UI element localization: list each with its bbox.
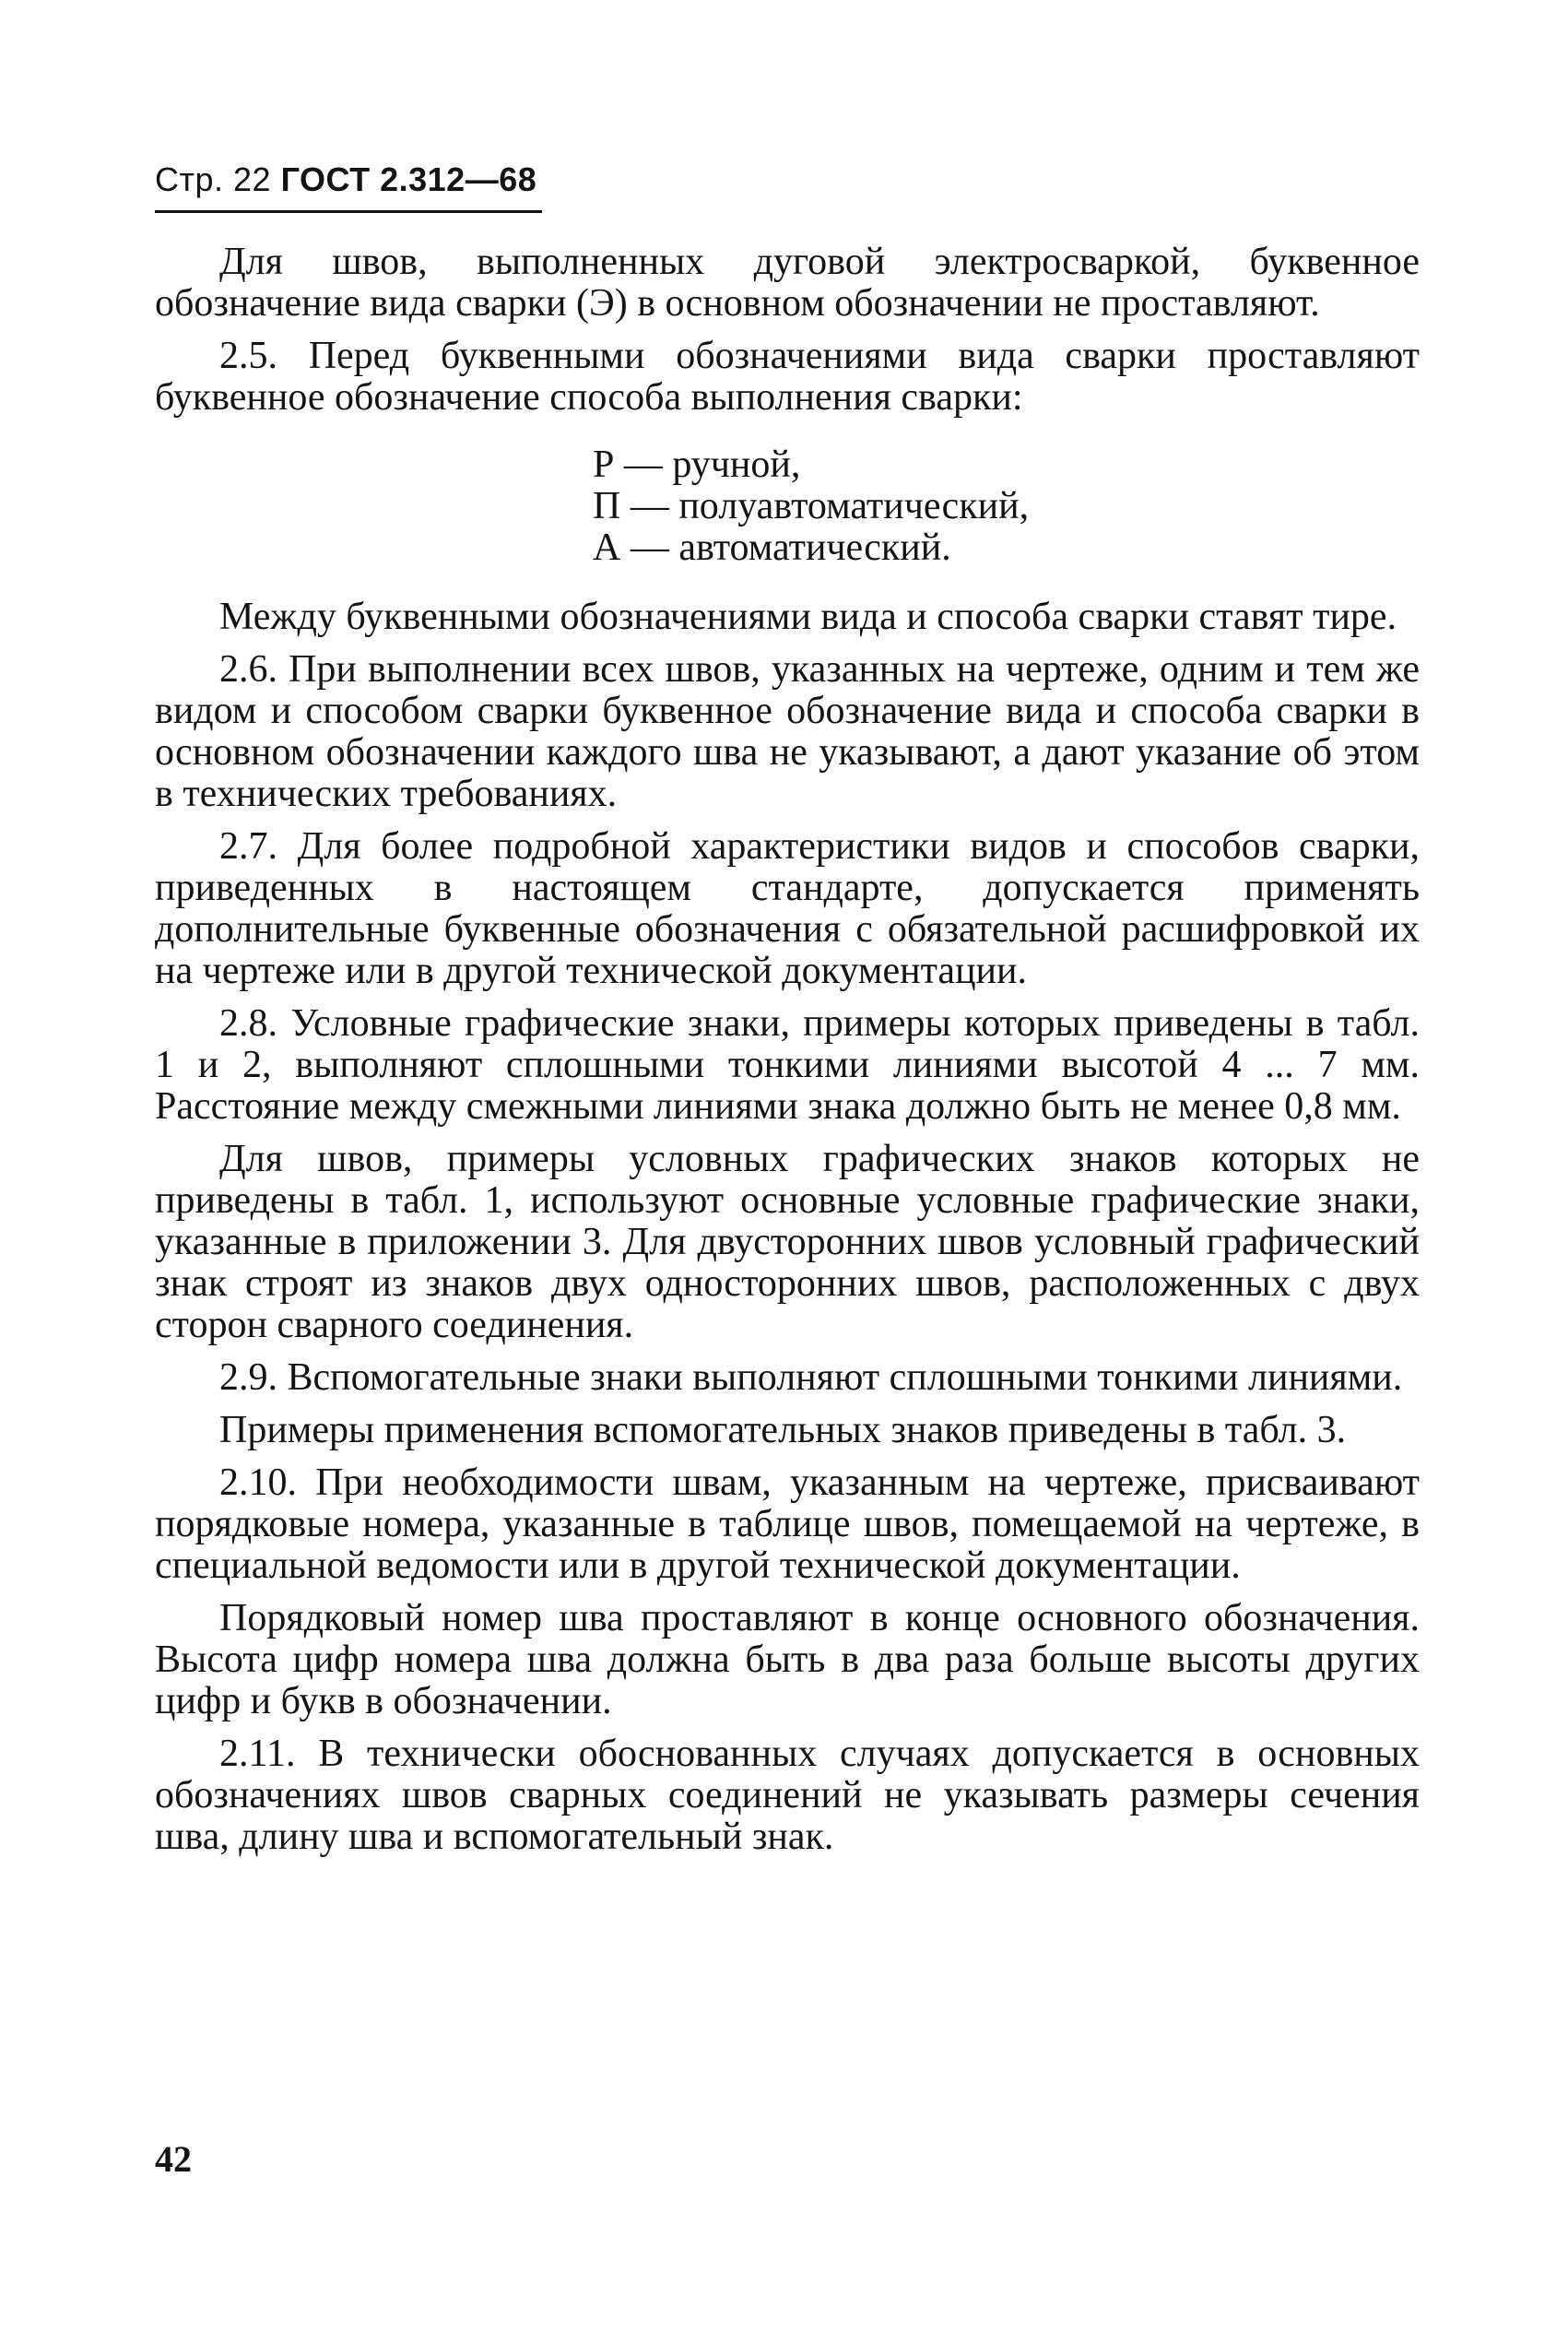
page-label: Стр. 22 bbox=[155, 160, 272, 198]
paragraph-graphic-signs-note: Для швов, примеры условных графических знаков которых не приведены в табл. 1, используют основные условные графические знаки, указанные в приложении 3. Для двусторонних швов условный графический знак строят из знаков двух односторонних швов, расположенных с двух сторон сварного соединения. bbox=[155, 1138, 1420, 1346]
paragraph-2-7: 2.7. Для более подробной характеристики видов и способов сварки, приведенных в настоящем стандарте, допускается применять дополнительные буквенные обозначения с обязательной расшифровкой их на чертеже или в другой технической документации. bbox=[155, 825, 1420, 992]
document-body bbox=[155, 242, 1420, 1869]
standard-designation: ГОСТ 2.312—68 bbox=[280, 160, 537, 198]
paragraph-2-5: 2.5. Перед буквенными обозначениями вида сварки проставляют буквенное обозначение способа выполнения сварки: bbox=[155, 335, 1420, 419]
welding-method-list bbox=[155, 444, 1420, 569]
page-number: 42 bbox=[155, 2138, 192, 2180]
paragraph-2-6: 2.6. При выполнении всех швов, указанных на чертеже, одним и тем же видом и способом сварки буквенное обозначение вида и способа сварки в основном обозначении каждого шва не указывают, а дают указание об этом в технических требованиях. bbox=[155, 648, 1420, 815]
paragraph-seam-number-note: Порядковый номер шва проставляют в конце основного обозначения. Высота цифр номера шва должна быть в два раза больше высоты других цифр и букв в обозначении. bbox=[155, 1597, 1420, 1722]
page-header bbox=[155, 160, 536, 199]
paragraph-arc-welding-note: Для швов, выполненных дуговой электросваркой, буквенное обозначение вида сварки (Э) в основном обозначении не проставляют. bbox=[155, 241, 1420, 325]
method-manual: Р — ручной, bbox=[593, 444, 801, 486]
paragraph-2-9: 2.9. Вспомогательные знаки выполняют сплошными тонкими линиями. bbox=[219, 1356, 1403, 1399]
method-automatic: А — автоматический. bbox=[593, 527, 951, 569]
paragraph-2-8: 2.8. Условные графические знаки, примеры которых приведены в табл. 1 и 2, выполняют сплошными тонкими линиями высотой 4 ... 7 мм. Расстояние между смежными линиями знака должно быть не менее 0,8 мм. bbox=[155, 1002, 1420, 1128]
header-rule bbox=[155, 210, 542, 213]
paragraph-auxiliary-examples: Примеры применения вспомогательных знаков приведены в табл. 3. bbox=[219, 1409, 1347, 1451]
paragraph-dash-note: Между буквенными обозначениями вида и способа сварки ставят тире. bbox=[219, 596, 1397, 638]
method-semiautomatic: П — полуавтоматический, bbox=[593, 485, 1030, 527]
paragraph-2-10: 2.10. При необходимости швам, указанным на чертеже, присваивают порядковые номера, указанные в таблице швов, помещаемой на чертеже, в специальной ведомости или в другой технической документации. bbox=[155, 1461, 1420, 1587]
paragraph-2-11: 2.11. В технически обоснованных случаях допускается в основных обозначениях швов сварных соединений не указывать размеры сечения шва, длину шва и вспомогательный знак. bbox=[155, 1733, 1420, 1858]
